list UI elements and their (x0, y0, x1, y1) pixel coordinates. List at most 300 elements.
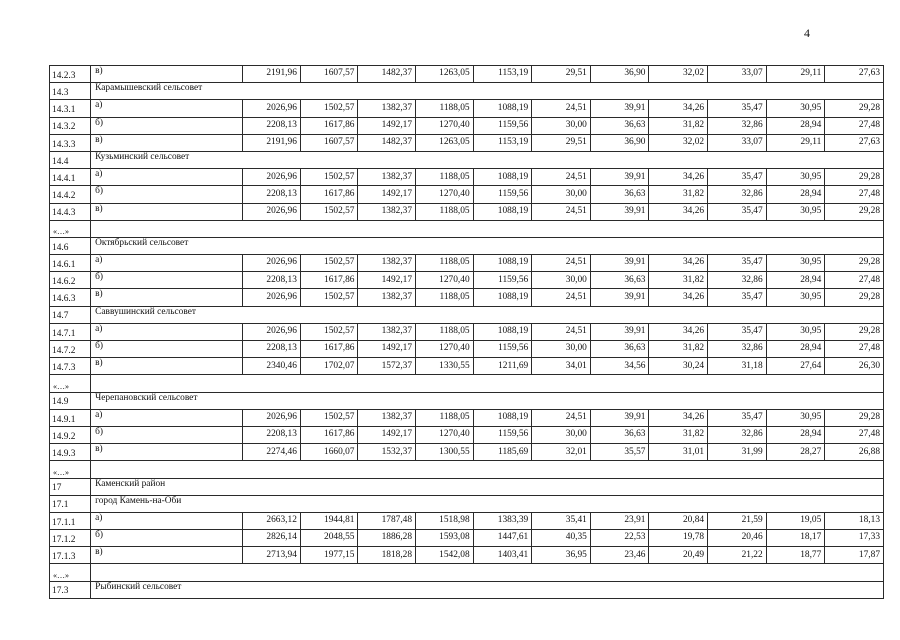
row-subitem: а) (91, 323, 243, 340)
value-cell: 29,28 (825, 169, 884, 186)
value-cell: 1492,17 (358, 117, 416, 134)
row-code: «…» (50, 461, 91, 478)
value-cell: 23,46 (590, 547, 649, 564)
empty-cell (91, 461, 884, 478)
row-code: 17.1.2 (50, 530, 91, 547)
value-cell: 1492,17 (358, 272, 416, 289)
row-code: 17 (50, 478, 91, 495)
value-cell: 1188,05 (416, 100, 474, 117)
group-title: город Камень-на-Оби (91, 495, 884, 512)
value-cell: 1088,19 (473, 323, 532, 340)
value-cell: 2208,13 (243, 117, 301, 134)
value-cell: 21,59 (708, 512, 767, 529)
value-cell: 1502,57 (300, 255, 358, 272)
value-cell: 34,56 (590, 358, 649, 375)
value-cell: 39,91 (590, 169, 649, 186)
row-code: 17.3 (50, 581, 91, 598)
value-cell: 1382,37 (358, 255, 416, 272)
row-subitem: в) (91, 547, 243, 564)
value-cell: 24,51 (532, 409, 591, 426)
table-row (50, 289, 884, 306)
value-cell: 1382,37 (358, 203, 416, 220)
table-row (50, 255, 884, 272)
omission-row (50, 375, 884, 392)
omission-row (50, 220, 884, 237)
value-cell: 39,91 (590, 409, 649, 426)
value-cell: 34,26 (649, 203, 708, 220)
table-row (50, 444, 884, 461)
value-cell: 24,51 (532, 255, 591, 272)
value-cell: 22,53 (590, 530, 649, 547)
omission-row (50, 564, 884, 581)
value-cell: 36,63 (590, 186, 649, 203)
value-cell: 1482,37 (358, 66, 416, 83)
value-cell: 2026,96 (243, 255, 301, 272)
value-cell: 29,28 (825, 289, 884, 306)
value-cell: 1382,37 (358, 100, 416, 117)
value-cell: 2048,55 (300, 530, 358, 547)
empty-cell (91, 375, 884, 392)
row-subitem: б) (91, 186, 243, 203)
value-cell: 36,63 (590, 341, 649, 358)
value-cell: 2191,96 (243, 134, 301, 151)
value-cell: 34,01 (532, 358, 591, 375)
row-code: 14.4.3 (50, 203, 91, 220)
value-cell: 28,94 (766, 272, 825, 289)
value-cell: 31,82 (649, 186, 708, 203)
value-cell: 27,48 (825, 186, 884, 203)
value-cell: 32,02 (649, 134, 708, 151)
value-cell: 35,47 (708, 169, 767, 186)
value-cell: 26,30 (825, 358, 884, 375)
row-subitem: б) (91, 426, 243, 443)
value-cell: 20,84 (649, 512, 708, 529)
value-cell: 1382,37 (358, 323, 416, 340)
value-cell: 39,91 (590, 289, 649, 306)
value-cell: 1403,41 (473, 547, 532, 564)
row-code: 14.4 (50, 151, 91, 168)
row-code: 14.9 (50, 392, 91, 409)
value-cell: 2208,13 (243, 186, 301, 203)
group-header-row (50, 478, 884, 495)
value-cell: 27,63 (825, 134, 884, 151)
value-cell: 32,86 (708, 426, 767, 443)
value-cell: 1617,86 (300, 341, 358, 358)
value-cell: 18,77 (766, 547, 825, 564)
value-cell: 30,00 (532, 186, 591, 203)
value-cell: 1532,37 (358, 444, 416, 461)
value-cell: 1787,48 (358, 512, 416, 529)
value-cell: 1382,37 (358, 289, 416, 306)
value-cell: 28,94 (766, 117, 825, 134)
page-number: 4 (804, 26, 810, 40)
value-cell: 2026,96 (243, 289, 301, 306)
value-cell: 1502,57 (300, 203, 358, 220)
value-cell: 2663,12 (243, 512, 301, 529)
group-header-row (50, 237, 884, 254)
row-subitem: а) (91, 512, 243, 529)
value-cell: 30,00 (532, 272, 591, 289)
value-cell: 30,95 (766, 255, 825, 272)
row-subitem: б) (91, 117, 243, 134)
value-cell: 2208,13 (243, 272, 301, 289)
value-cell: 1886,28 (358, 530, 416, 547)
group-title: Каменский район (91, 478, 884, 495)
tariff-table (49, 65, 884, 599)
group-header-row (50, 151, 884, 168)
row-code: 14.3.3 (50, 134, 91, 151)
value-cell: 1153,19 (473, 134, 532, 151)
group-title: Кузьминский сельсовет (91, 151, 884, 168)
value-cell: 27,64 (766, 358, 825, 375)
value-cell: 24,51 (532, 323, 591, 340)
value-cell: 1088,19 (473, 169, 532, 186)
value-cell: 1382,37 (358, 409, 416, 426)
value-cell: 1502,57 (300, 289, 358, 306)
value-cell: 1944,81 (300, 512, 358, 529)
value-cell: 1188,05 (416, 203, 474, 220)
value-cell: 2274,46 (243, 444, 301, 461)
value-cell: 21,22 (708, 547, 767, 564)
value-cell: 24,51 (532, 203, 591, 220)
value-cell: 35,47 (708, 323, 767, 340)
row-subitem: в) (91, 66, 243, 83)
value-cell: 1607,57 (300, 66, 358, 83)
group-title: Рыбинский сельсовет (91, 581, 884, 598)
value-cell: 32,86 (708, 272, 767, 289)
value-cell: 33,07 (708, 134, 767, 151)
row-code: 14.3.1 (50, 100, 91, 117)
value-cell: 30,00 (532, 341, 591, 358)
value-cell: 1088,19 (473, 203, 532, 220)
value-cell: 1502,57 (300, 409, 358, 426)
row-code: 14.9.1 (50, 409, 91, 426)
value-cell: 31,82 (649, 426, 708, 443)
table-row (50, 66, 884, 83)
value-cell: 30,95 (766, 323, 825, 340)
table-row (50, 547, 884, 564)
value-cell: 1159,56 (473, 117, 532, 134)
value-cell: 34,26 (649, 323, 708, 340)
value-cell: 39,91 (590, 203, 649, 220)
value-cell: 1270,40 (416, 117, 474, 134)
value-cell: 1542,08 (416, 547, 474, 564)
value-cell: 2713,94 (243, 547, 301, 564)
value-cell: 28,94 (766, 426, 825, 443)
group-header-row (50, 306, 884, 323)
value-cell: 32,86 (708, 117, 767, 134)
value-cell: 29,51 (532, 66, 591, 83)
row-code: 14.7.1 (50, 323, 91, 340)
value-cell: 1270,40 (416, 186, 474, 203)
value-cell: 1492,17 (358, 186, 416, 203)
value-cell: 2026,96 (243, 169, 301, 186)
value-cell: 35,57 (590, 444, 649, 461)
value-cell: 30,00 (532, 117, 591, 134)
value-cell: 1382,37 (358, 169, 416, 186)
value-cell: 20,46 (708, 530, 767, 547)
value-cell: 29,11 (766, 134, 825, 151)
value-cell: 39,91 (590, 323, 649, 340)
value-cell: 1330,55 (416, 358, 474, 375)
value-cell: 18,17 (766, 530, 825, 547)
value-cell: 17,87 (825, 547, 884, 564)
group-header-row (50, 392, 884, 409)
value-cell: 29,28 (825, 255, 884, 272)
value-cell: 35,47 (708, 203, 767, 220)
value-cell: 1300,55 (416, 444, 474, 461)
value-cell: 27,48 (825, 117, 884, 134)
table-row (50, 117, 884, 134)
value-cell: 29,28 (825, 100, 884, 117)
row-code: 14.2.3 (50, 66, 91, 83)
value-cell: 1185,69 (473, 444, 532, 461)
value-cell: 1188,05 (416, 169, 474, 186)
value-cell: 1153,19 (473, 66, 532, 83)
value-cell: 1617,86 (300, 272, 358, 289)
value-cell: 1482,37 (358, 134, 416, 151)
row-subitem: а) (91, 409, 243, 426)
value-cell: 35,41 (532, 512, 591, 529)
value-cell: 31,82 (649, 272, 708, 289)
value-cell: 24,51 (532, 289, 591, 306)
value-cell: 30,95 (766, 169, 825, 186)
value-cell: 29,11 (766, 66, 825, 83)
table-row (50, 512, 884, 529)
group-title: Черепановский сельсовет (91, 392, 884, 409)
value-cell: 1211,69 (473, 358, 532, 375)
value-cell: 36,63 (590, 426, 649, 443)
value-cell: 1502,57 (300, 169, 358, 186)
table-row (50, 341, 884, 358)
value-cell: 1617,86 (300, 426, 358, 443)
value-cell: 19,78 (649, 530, 708, 547)
row-code: 14.4.2 (50, 186, 91, 203)
value-cell: 30,24 (649, 358, 708, 375)
row-code: «…» (50, 564, 91, 581)
row-code: 17.1 (50, 495, 91, 512)
row-subitem: а) (91, 169, 243, 186)
value-cell: 1502,57 (300, 323, 358, 340)
value-cell: 1617,86 (300, 186, 358, 203)
value-cell: 1492,17 (358, 341, 416, 358)
value-cell: 1977,15 (300, 547, 358, 564)
value-cell: 36,63 (590, 117, 649, 134)
table-row (50, 530, 884, 547)
row-code: 14.4.1 (50, 169, 91, 186)
value-cell: 31,82 (649, 117, 708, 134)
value-cell: 28,94 (766, 341, 825, 358)
row-code: 17.1.3 (50, 547, 91, 564)
value-cell: 1088,19 (473, 409, 532, 426)
value-cell: 2026,96 (243, 100, 301, 117)
row-subitem: б) (91, 530, 243, 547)
value-cell: 33,07 (708, 66, 767, 83)
row-subitem: в) (91, 444, 243, 461)
value-cell: 19,05 (766, 512, 825, 529)
value-cell: 35,47 (708, 409, 767, 426)
value-cell: 30,95 (766, 289, 825, 306)
row-code: 14.6 (50, 237, 91, 254)
value-cell: 36,90 (590, 134, 649, 151)
value-cell: 36,90 (590, 66, 649, 83)
value-cell: 1270,40 (416, 272, 474, 289)
group-title: Карамышевский сельсовет (91, 83, 884, 100)
value-cell: 29,51 (532, 134, 591, 151)
value-cell: 2026,96 (243, 409, 301, 426)
table-row (50, 272, 884, 289)
value-cell: 1088,19 (473, 289, 532, 306)
row-code: 14.7.2 (50, 341, 91, 358)
row-subitem: в) (91, 203, 243, 220)
value-cell: 34,26 (649, 409, 708, 426)
value-cell: 31,18 (708, 358, 767, 375)
value-cell: 2208,13 (243, 426, 301, 443)
table-row (50, 426, 884, 443)
value-cell: 2026,96 (243, 203, 301, 220)
value-cell: 27,63 (825, 66, 884, 83)
value-cell: 28,27 (766, 444, 825, 461)
table-body (50, 66, 884, 599)
value-cell: 31,01 (649, 444, 708, 461)
row-code: «…» (50, 375, 91, 392)
value-cell: 1188,05 (416, 289, 474, 306)
value-cell: 1617,86 (300, 117, 358, 134)
empty-cell (91, 220, 884, 237)
value-cell: 29,28 (825, 409, 884, 426)
value-cell: 2340,46 (243, 358, 301, 375)
table-row (50, 323, 884, 340)
group-title: Октябрьский сельсовет (91, 237, 884, 254)
value-cell: 1188,05 (416, 409, 474, 426)
value-cell: 1159,56 (473, 341, 532, 358)
value-cell: 1518,98 (416, 512, 474, 529)
value-cell: 35,47 (708, 255, 767, 272)
row-subitem: а) (91, 255, 243, 272)
row-code: 14.6.2 (50, 272, 91, 289)
row-code: 14.3 (50, 83, 91, 100)
value-cell: 20,49 (649, 547, 708, 564)
table-row (50, 134, 884, 151)
value-cell: 1088,19 (473, 255, 532, 272)
value-cell: 1188,05 (416, 323, 474, 340)
row-subitem: а) (91, 100, 243, 117)
value-cell: 2191,96 (243, 66, 301, 83)
value-cell: 1159,56 (473, 272, 532, 289)
value-cell: 36,63 (590, 272, 649, 289)
row-code: 14.3.2 (50, 117, 91, 134)
table-row (50, 100, 884, 117)
value-cell: 32,02 (649, 66, 708, 83)
value-cell: 1607,57 (300, 134, 358, 151)
value-cell: 1702,07 (300, 358, 358, 375)
value-cell: 1492,17 (358, 426, 416, 443)
row-code: 17.1.1 (50, 512, 91, 529)
value-cell: 1447,61 (473, 530, 532, 547)
value-cell: 30,95 (766, 100, 825, 117)
table-row (50, 169, 884, 186)
value-cell: 30,95 (766, 203, 825, 220)
value-cell: 32,86 (708, 341, 767, 358)
value-cell: 1593,08 (416, 530, 474, 547)
value-cell: 39,91 (590, 100, 649, 117)
group-header-row (50, 581, 884, 598)
value-cell: 29,28 (825, 203, 884, 220)
value-cell: 1159,56 (473, 426, 532, 443)
value-cell: 31,82 (649, 341, 708, 358)
omission-row (50, 461, 884, 478)
value-cell: 1818,28 (358, 547, 416, 564)
row-code: 14.7.3 (50, 358, 91, 375)
value-cell: 2208,13 (243, 341, 301, 358)
table-row (50, 203, 884, 220)
value-cell: 17,33 (825, 530, 884, 547)
value-cell: 1270,40 (416, 341, 474, 358)
value-cell: 24,51 (532, 169, 591, 186)
value-cell: 1159,56 (473, 186, 532, 203)
value-cell: 2026,96 (243, 323, 301, 340)
value-cell: 1263,05 (416, 66, 474, 83)
value-cell: 24,51 (532, 100, 591, 117)
value-cell: 39,91 (590, 255, 649, 272)
value-cell: 32,86 (708, 186, 767, 203)
value-cell: 18,13 (825, 512, 884, 529)
value-cell: 27,48 (825, 272, 884, 289)
value-cell: 30,00 (532, 426, 591, 443)
value-cell: 27,48 (825, 341, 884, 358)
row-code: 14.6.1 (50, 255, 91, 272)
value-cell: 34,26 (649, 169, 708, 186)
value-cell: 1088,19 (473, 100, 532, 117)
value-cell: 2826,14 (243, 530, 301, 547)
value-cell: 34,26 (649, 255, 708, 272)
value-cell: 27,48 (825, 426, 884, 443)
value-cell: 1502,57 (300, 100, 358, 117)
group-header-row (50, 495, 884, 512)
row-subitem: б) (91, 272, 243, 289)
row-code: 14.7 (50, 306, 91, 323)
value-cell: 35,47 (708, 100, 767, 117)
value-cell: 28,94 (766, 186, 825, 203)
value-cell: 32,01 (532, 444, 591, 461)
group-title: Саввушинский сельсовет (91, 306, 884, 323)
value-cell: 35,47 (708, 289, 767, 306)
row-code: 14.6.3 (50, 289, 91, 306)
empty-cell (91, 564, 884, 581)
table-row (50, 409, 884, 426)
row-code: 14.9.2 (50, 426, 91, 443)
table-row (50, 358, 884, 375)
value-cell: 40,35 (532, 530, 591, 547)
row-subitem: в) (91, 358, 243, 375)
value-cell: 29,28 (825, 323, 884, 340)
value-cell: 23,91 (590, 512, 649, 529)
value-cell: 26,88 (825, 444, 884, 461)
row-code: 14.9.3 (50, 444, 91, 461)
value-cell: 36,95 (532, 547, 591, 564)
value-cell: 34,26 (649, 100, 708, 117)
row-subitem: в) (91, 289, 243, 306)
row-code: «…» (50, 220, 91, 237)
value-cell: 1572,37 (358, 358, 416, 375)
value-cell: 31,99 (708, 444, 767, 461)
value-cell: 1383,39 (473, 512, 532, 529)
value-cell: 1263,05 (416, 134, 474, 151)
value-cell: 1660,07 (300, 444, 358, 461)
row-subitem: в) (91, 134, 243, 151)
value-cell: 1270,40 (416, 426, 474, 443)
table-row (50, 186, 884, 203)
